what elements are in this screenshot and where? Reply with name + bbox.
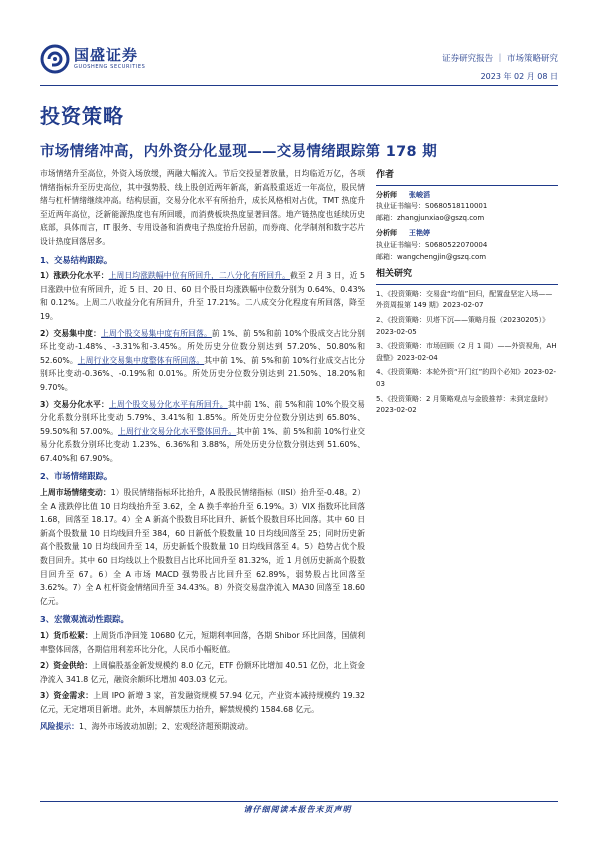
section-heading-sentiment: 2、市场情绪跟踪。 [40, 471, 113, 482]
related-research-item[interactable]: 3、《投资策略：市场回顾（2 月 1 周）——外资视角，AH 盘整》2023-02-04 [376, 342, 557, 362]
label-supply: 2）资金供给： [40, 661, 93, 671]
paragraph-supply [40, 659, 365, 686]
author-name: 张峻滔 [409, 190, 430, 199]
label-differentiation: 3）交易分化水平： [40, 399, 109, 409]
footer-divider [40, 801, 558, 802]
text-concentration-stock: 前 1%、前 5%和前 10%个股成交占比分别环比变动-1.48%、-3.31%和-3.45%。所处历史分位数分别达到 57.20%、50.80%和 52.60%。 [40, 328, 365, 365]
section-heading-trade-structure: 1、交易结构跟踪。 [40, 254, 113, 265]
highlight-differentiation-industry: 上周行业交易分化水平整体回升。 [117, 426, 237, 436]
text-dispersion: 截至 2 月 3 日，近 5 日涨跌中位有所回升，近 5 日、20 日、60 日个股日均涨跌幅中位数分别为 0.64%、0.43%和 0.12%。上周二八收益分化有所回升，升至 17.21%。二八成交分化程度有所回落，降至 19。 [40, 271, 365, 321]
report-category: 证券研究报告 ｜ 市场策略研究 [442, 54, 558, 64]
author-block [376, 228, 558, 263]
paragraph-dispersion [40, 269, 365, 323]
label-dispersion: 1）涨跌分化水平： [40, 271, 109, 281]
highlight-concentration-stock: 上周个股交易集中度有所回落。 [101, 328, 212, 338]
text-monetary: 上周货币净回笼 10680 亿元，短期利率回落，各期 Shibor 环比回落，国债利率整体回落，各期信用利差环比分化，人民币小幅贬值。 [40, 631, 365, 654]
company-logo [40, 44, 145, 74]
paragraph-differentiation [40, 398, 365, 466]
author-cert: 执业证书编号：S0680518110001 [376, 202, 488, 211]
label-monetary: 1）货币松紧： [40, 631, 93, 640]
document-type: 投资策略 [40, 104, 124, 128]
related-research-item[interactable]: 2、《投资策略：贝塔下沉——策略月报（20230205）》2023-02-05 [376, 315, 550, 336]
logo-name-en: GUOSHENG SECURITIES [74, 64, 146, 70]
header-divider [40, 85, 558, 86]
page-title: 市场情绪冲高，内外资分化显现——交易情绪跟踪第 178 期 [40, 144, 438, 160]
text-differentiation-industry: 其中前 1%、前 5%和前 10%行业交易分化系数分别环比变动 1.23%、6.36%和 3.88%，所处历史分位数分别达到 51.60%、67.40%和 67.90%。 [40, 426, 366, 463]
page-header [40, 44, 558, 84]
label-sentiment: 上周市场情绪变动： [40, 488, 111, 498]
section-heading-liquidity: 3、宏微观流动性跟踪。 [40, 614, 129, 625]
paragraph-sentiment [40, 486, 365, 608]
author-email[interactable]: 邮箱：zhangjunxiao@gszq.com [376, 213, 485, 222]
text-sentiment: 1）股民情绪指标环比抬升，A 股股民情绪指标（IISI）抬升至-0.48。2）全 A 涨跌停比值 10 日均线抬升至 3.62，全 A 换手率抬升至 6.19%。3）VIX 指数环比回落 1.68，回落至 18.17。4）全 A 新高个股数目环比回升、新低个股数目环比回落。其中 60 日新高个股数量 10 日均线回升至 384，60 日新低个股数量 10 日均线回落至 25；同时历史新高个股数量 10 日均线回升至 14，历史新低个股数量 10 日均线回落至 4。5）趋势占优个股数目回升。其中 60 日均线以上个股数目占比环比回升至 81.32%，近 1 月创历史新高个股数目回升至 67。6）全 A 市场 MACD 强势股占比回升至 62.89%，弱势股占比回落至 3.62%。7）全 A 杠杆资金情绪回升至 34.43%。8）外资交易盘净流入 MA30 回落至 18.60 亿元。 [40, 488, 365, 606]
guosheng-logo-icon [40, 44, 70, 74]
paragraph-concentration [40, 327, 365, 395]
author-block [376, 190, 558, 225]
author-email[interactable]: 邮箱：wangchengjin@gszq.com [376, 252, 487, 261]
related-research-heading: 相关研究 [376, 269, 558, 285]
label-concentration: 2）交易集中度： [40, 328, 101, 338]
highlight-concentration-industry: 上周行业交易集中度整体有所回落。 [77, 355, 205, 365]
highlight-dispersion: 上周日均涨跌幅中位有所回升，二八分化有所回升。 [108, 271, 290, 281]
paragraph-demand [40, 689, 365, 716]
summary-paragraph: 市场情绪升至高位，外资入场放缓，两融大幅流入。节后交投显著放量，日均临近万亿，各项情绪指标升至历史高位，其中强势股、线上股创近两年新高，新高股重返近一年高位，股民情绪与杠杆情绪继续冲高。结构层面，交易分化水平有所抬升，成长风格相对占优，TMT 热度升至近两年高位，泛新能源热度也有所回暖，而消费板块热度显著回落。地产链热度也延续历史底部，具体而言，IT 服务、专用设备和消费电子热度抬升居前，而券商、化学制剂和数字芯片设计热度回落居多。 [40, 169, 365, 246]
author-role: 分析师 [376, 229, 397, 238]
author-role: 分析师 [376, 190, 397, 199]
text-demand: 上周 IPO 新增 3 家，首发融资规模 57.94 亿元，产业资本减持规模约 19.32 亿元，无定增项目新增。此外，本周解禁压力抬升，解禁规模约 1584.68 亿元。 [40, 691, 365, 714]
label-demand: 3）资金需求： [40, 691, 94, 701]
label-risk: 风险提示： [40, 721, 79, 731]
text-concentration-industry: 其中前 1%、前 5%和前 10%行业成交占比分别环比变动-0.36%、-0.19%和 0.01%。所处历史分位数分别达到 21.50%、18.20%和 9.70%。 [40, 355, 365, 392]
text-risk: 1、海外市场波动加剧；2、宏观经济超预期波动。 [78, 721, 253, 731]
author-name: 王艳婷 [409, 229, 430, 238]
footer-disclaimer: 请仔细阅读本报告末页声明 [243, 805, 352, 814]
text-differentiation-stock: 其中前 1%、前 5%和前 10%个股交易分化系数分别环比变动 5.79%、3.41%和 1.85%。所处历史分位数分别达到 65.80%、59.50%和 57.00%。 [40, 399, 365, 436]
related-research-item[interactable]: 1、《投资策略：交易盘“均值”回归，配置盘坚定入场——外资周报第 149 期》2023-02-07 [376, 289, 553, 310]
report-date: 2023 年 02 月 08 日 [480, 72, 558, 81]
paragraph-monetary [40, 629, 365, 656]
related-research-item[interactable]: 5、《投资策略：2 月策略观点与金股推荐：未到定盘时》2023-02-02 [376, 394, 552, 415]
main-content [40, 167, 365, 736]
paragraph-risk [40, 720, 365, 734]
sidebar [376, 170, 558, 420]
author-cert: 执业证书编号：S0680522070004 [376, 240, 488, 249]
authors-heading: 作者 [376, 170, 558, 186]
logo-name-cn: 国盛证券 [74, 46, 139, 64]
text-supply: 上周偏股基金新发规模约 8.0 亿元，ETF 份额环比增加 40.51 亿份，北上资金净流入 341.8 亿元，融资余额环比增加 403.03 亿元。 [40, 661, 365, 684]
highlight-differentiation-stock: 上周个股交易分化水平有所回升。 [108, 399, 228, 409]
related-research-item[interactable]: 4、《投资策略：本轮外资“开门红”的四个必知》2023-02-03 [376, 368, 556, 388]
